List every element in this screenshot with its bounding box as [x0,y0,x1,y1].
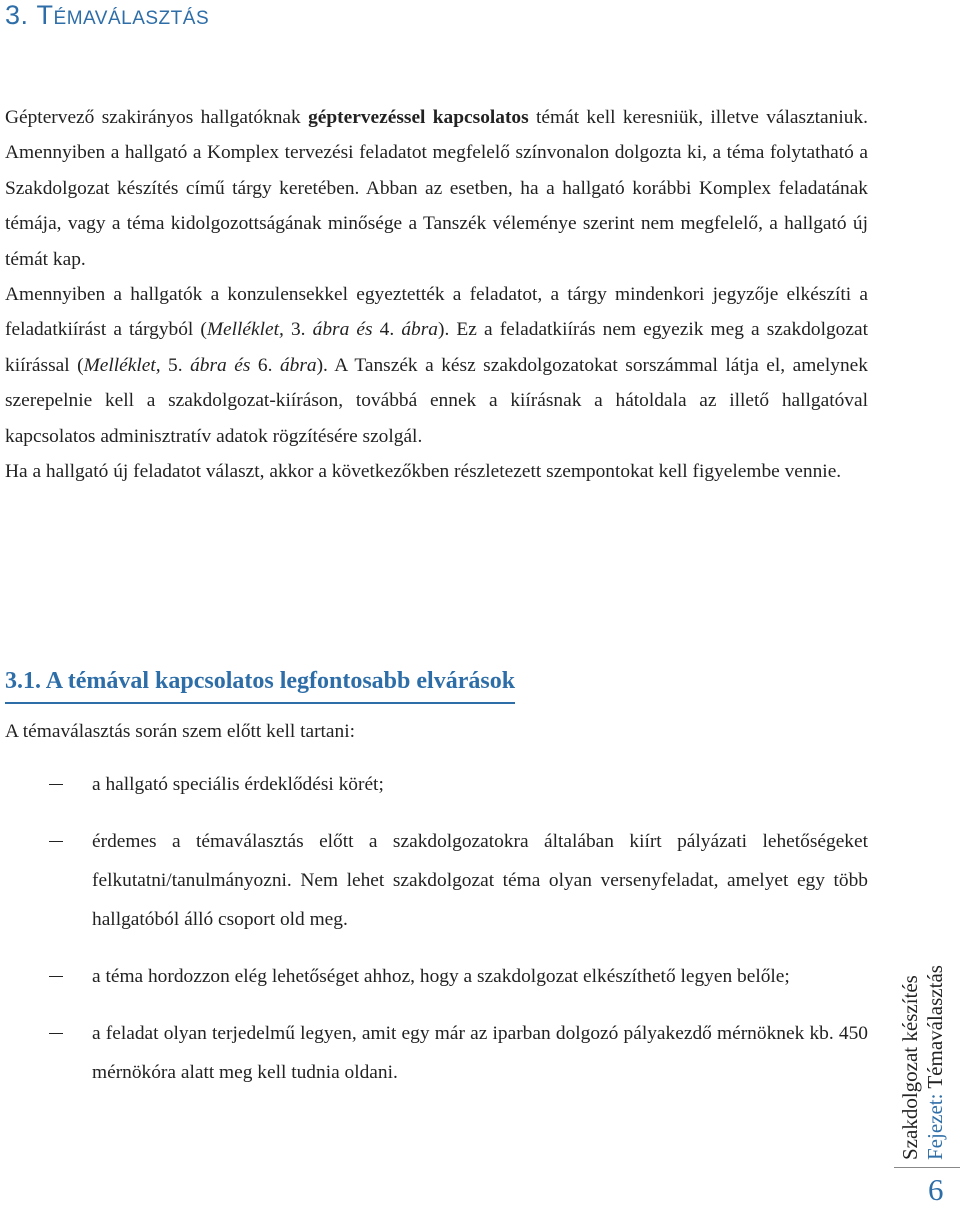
figure-ref: ábra és [190,354,251,376]
footer-divider [894,1167,960,1168]
figure-ref: Melléklet, [206,319,284,341]
footer-chapter-value: Témaválasztás [923,965,947,1089]
page-number: 6 [928,1172,944,1207]
paragraph-3: Ha a hallgató új feladatot választ, akkor a következőkben részletezett szempontokat kell figyelembe vennie. [5,461,842,483]
figure-ref: ábra [279,354,317,376]
requirements-list [0,765,868,1110]
paragraph-2-text: 5. [160,354,191,376]
section-title: A témával kapcsolatos legfontosabb elvárások [45,668,516,694]
section-intro: A témaválasztás során szem előtt kell tartani: [5,721,355,742]
list-item-text: érdemes a témaválasztás előtt a szakdolgozatokra általában kiírt pályázati lehetőségeket felkutatni/tanulmányozni. Nem lehet szakdolgozat téma olyan versenyfeladat, amelyet egy több hallgatóból álló csoport old meg. [92,831,868,930]
footer-chapter [923,965,948,1160]
dash-bullet-icon [49,784,63,785]
dash-bullet-icon [49,976,63,977]
list-item [0,1014,868,1092]
paragraph-2-text: 4. [372,319,402,341]
paragraph-2-text: Amennyiben a hallgatók a konzulensekkel egyeztették a feladatot, a tárgy mindenkori jegyzője elkészíti a feladatkiírást a tárgyból ( [5,284,868,341]
paragraph-2-text: ). A Tanszék a kész szakdolgozatokat sorszámmal látja el, amelynek szerepelnie kell a szakdolgozat-kiíráson, továbbá ennek a kiírásnak a hátoldala az illető hallgatóval kapcsolatos adminisztratív adatok rögzítésére szolgál. [5,354,868,447]
dash-bullet-icon [49,841,63,842]
paragraph-2-text: 3. [283,319,313,341]
list-item-text: a hallgató speciális érdeklődési körét; [92,774,384,795]
paragraph-1-bold: géptervezéssel kapcsolatos [308,107,529,128]
chapter-heading [5,0,209,31]
footer-document-title: Szakdolgozat készítés [898,975,922,1160]
paragraph-1 [5,100,868,277]
figure-ref: ábra és [312,319,373,341]
paragraph-1-lead: Géptervező szakirányos hallgatóknak [5,107,309,128]
paragraph-1-rest: témát kell keresniük, illetve választaniuk. Amennyiben a hallgató a Komplex tervezési feladatot megfelelő színvonalon dolgozta ki, a téma folytatható a Szakdolgozat készítés című tárgy keretében. Abban az esetben, ha a hallgató korábbi Komplex feladatának témája, vagy a téma kidolgozottságának minősége a Tanszék véleménye szerint nem megfelelő, a hallgató új témát kap. [5,107,868,270]
footer-chapter-label: Fejezet: [923,1093,947,1160]
list-item-text: a feladat olyan terjedelmű legyen, amit egy már az iparban dolgozó pályakezdő mérnöknek kb. 450 mérnökóra alatt meg kell tudnia oldani. [92,1023,868,1083]
chapter-number: 3. [5,0,29,30]
chapter-title: Témaválasztás [36,0,210,30]
paragraph-2-text: 6. [250,354,280,376]
footer-vertical-text [898,965,948,1160]
dash-bullet-icon [49,1033,63,1034]
figure-ref: ábra [401,319,438,341]
paragraph-2-text: ). Ez a feladatkiírás nem egyezik meg a szakdolgozat kiírással ( [5,319,868,376]
list-item [0,822,868,939]
section-heading [5,661,515,704]
paragraph-2 [5,277,868,454]
section-number: 3.1. [5,668,41,694]
side-footer [898,965,958,1170]
figure-ref: Melléklet, [83,354,161,376]
list-item-text: a téma hordozzon elég lehetőséget ahhoz, hogy a szakdolgozat elkészíthető legyen belőle; [92,966,790,987]
list-item [0,957,868,996]
list-item [0,765,868,804]
body-text [5,100,868,489]
